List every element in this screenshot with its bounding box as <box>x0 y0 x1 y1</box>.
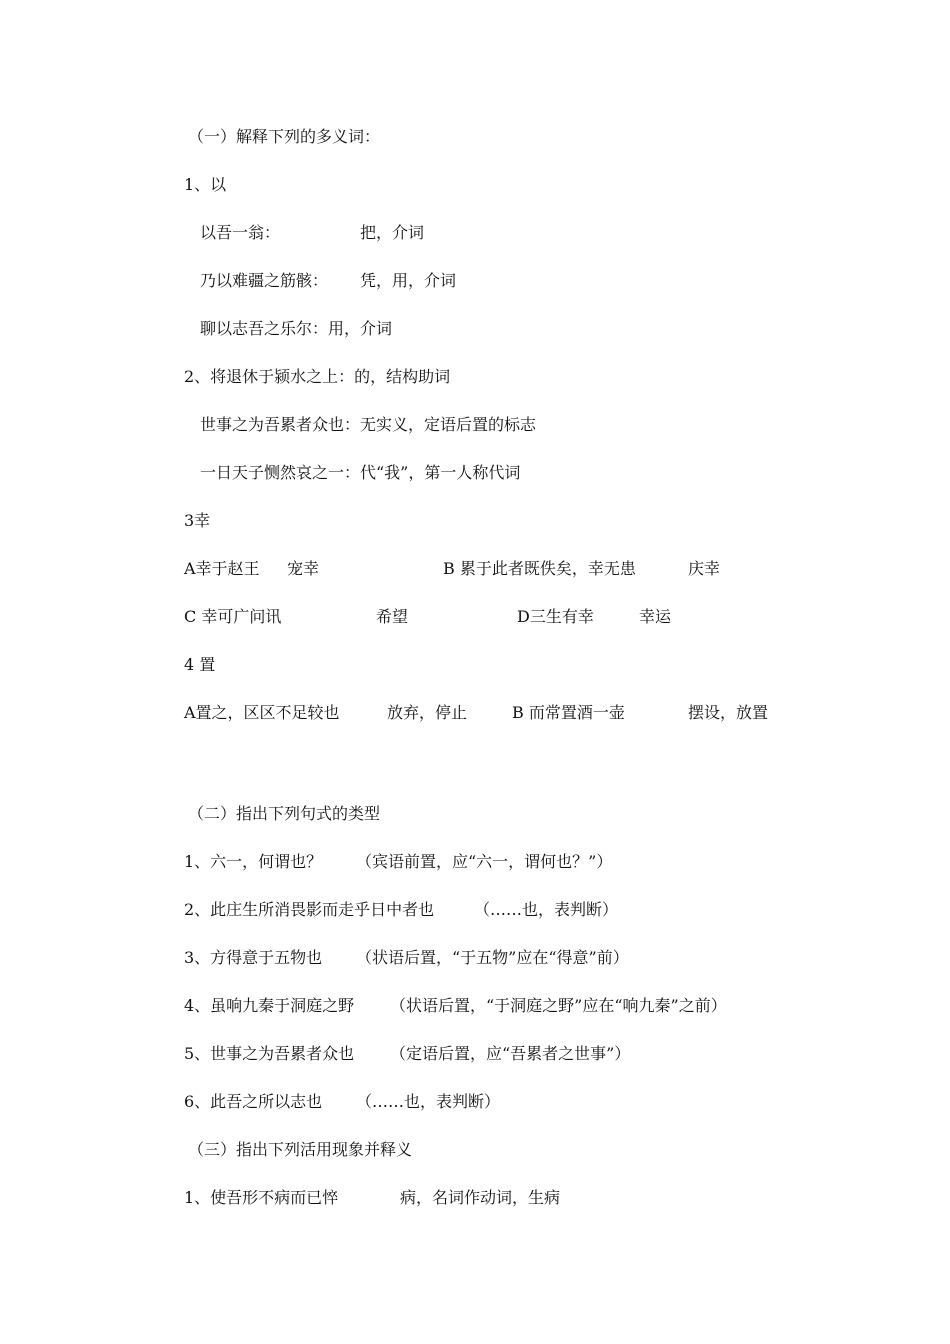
example-definition: 幸运 <box>639 607 672 626</box>
sentence-text: 1、使吾形不病而已悴 <box>184 1188 339 1207</box>
section-heading-1: （一）解释下列的多义词： <box>188 127 381 146</box>
example-text: 乃以难疆之筋骸： <box>200 271 329 290</box>
example-text: 以吾一翁： <box>200 223 281 242</box>
sentence-note: （定语后置，应“吾累者之世事”） <box>390 1044 631 1063</box>
section-heading-2: （二）指出下列句式的类型 <box>188 804 381 823</box>
sentence-text: 1、六一，何谓也？ <box>184 852 323 871</box>
item-title: 4 置 <box>184 655 216 674</box>
example-definition: 凭，用，介词 <box>360 271 457 290</box>
sentence-note: （……也，表判断） <box>474 900 619 919</box>
example-definition: 摆设，放置 <box>688 703 769 722</box>
sentence-text: 5、世事之为吾累者众也 <box>184 1044 355 1063</box>
example-line: 世事之为吾累者众也：无实义，定语后置的标志 <box>200 415 537 434</box>
example-text: A幸于赵王 <box>184 559 260 578</box>
sentence-note: （状语后置，“于洞庭之野”应在“响九秦”之前） <box>390 996 727 1015</box>
example-line: 聊以志吾之乐尔：用，介词 <box>200 319 393 338</box>
sentence-note: 病，名词作动词，生病 <box>400 1188 561 1207</box>
example-text: D三生有幸 <box>517 607 594 626</box>
sentence-text: 2、此庄生所消畏影而走乎日中者也 <box>184 900 435 919</box>
example-definition: 宠幸 <box>287 559 320 578</box>
example-definition: 庆幸 <box>688 559 721 578</box>
sentence-text: 3、方得意于五物也 <box>184 948 323 967</box>
item-title: 1、以 <box>184 175 227 194</box>
example-definition: 希望 <box>376 607 409 626</box>
sentence-note: （状语后置，“于五物”应在“得意”前） <box>356 948 629 967</box>
example-text: A置之，区区不足较也 <box>184 703 340 722</box>
example-text: C 幸可广问讯 <box>184 607 282 626</box>
example-definition: 放弃，停止 <box>387 703 468 722</box>
example-line: 一日天子恻然哀之一：代“我”，第一人称代词 <box>200 463 521 482</box>
example-definition: 把，介词 <box>360 223 425 242</box>
example-text: B 而常置酒一壶 <box>512 703 625 722</box>
sentence-note: （……也，表判断） <box>356 1092 501 1111</box>
sentence-note: （宾语前置，应“六一，谓何也？”） <box>356 852 613 871</box>
example-text: B 累于此者既佚矣，幸无患 <box>443 559 636 578</box>
item-title: 3幸 <box>184 511 211 530</box>
sentence-text: 4、虽响九秦于洞庭之野 <box>184 996 355 1015</box>
section-heading-3: （三）指出下列活用现象并释义 <box>188 1140 413 1159</box>
sentence-text: 6、此吾之所以志也 <box>184 1092 323 1111</box>
item-title: 2、将退休于颍水之上：的，结构助词 <box>184 367 451 386</box>
